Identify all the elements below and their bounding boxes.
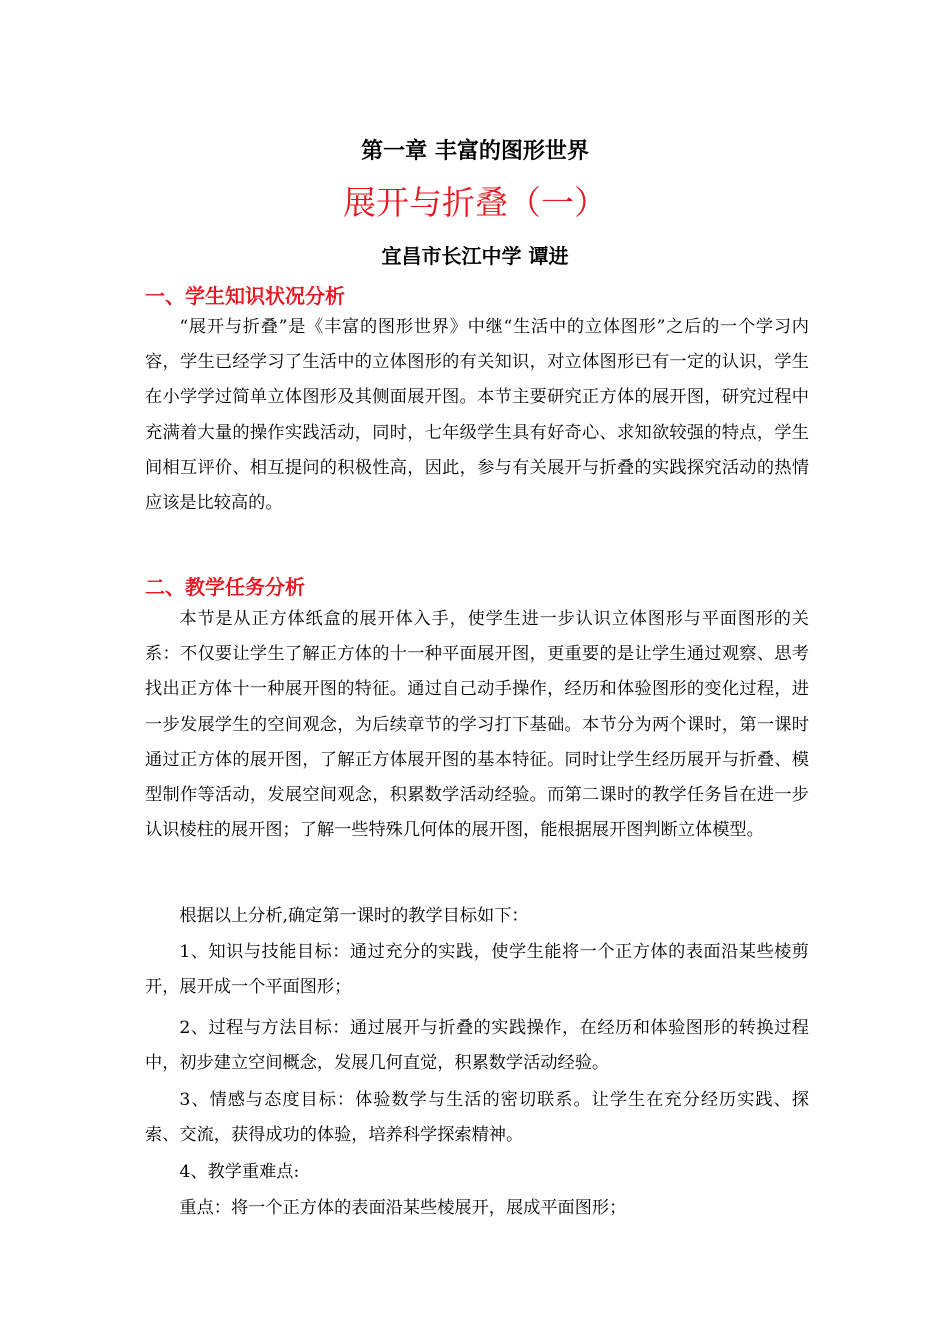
- goal-process-method: 2、过程与方法目标：通过展开与折叠的实践操作，在经历和体验图形的转换过程中，初步建立空间概念，发展几何直觉，积累数学活动经验。: [145, 1018, 809, 1074]
- section1-heading: 一、学生知识状况分析: [145, 284, 345, 308]
- lesson-title: 展开与折叠（一）: [343, 183, 607, 222]
- key-point-line: 重点：将一个正方体的表面沿某些棱展开，展成平面图形；: [179, 1198, 627, 1218]
- goal-emotion-attitude: 3、情感与态度目标：体验数学与生活的密切联系。让学生在充分经历实践、探索、交流，获得成功的体验，培养科学探索精神。: [145, 1090, 809, 1146]
- section1-paragraph: “展开与折叠”是《丰富的图形世界》中继“生活中的立体图形”之后的一个学习内容，学生已经学习了生活中的立体图形的有关知识，对立体图形已有一定的认识，学生在小学学过简单立体图形及其侧面展开图。本节主要研究正方体的展开图，研究过程中充满着大量的操作实践活动，同时，七年级学生具有好奇心、求知欲较强的特点，学生间相互评价、相互提问的积极性高，因此，参与有关展开与折叠的实践探究活动的热情应该是比较高的。: [145, 317, 809, 514]
- goal-key-difficult-points: 4、教学重难点:: [179, 1162, 300, 1182]
- section2-paragraph2: 根据以上分析,确定第一课时的教学目标如下：: [179, 906, 529, 926]
- author-line: 宜昌市长江中学 谭进: [381, 244, 569, 268]
- chapter-title: 第一章 丰富的图形世界: [361, 139, 589, 164]
- goal-knowledge-skills: 1、知识与技能目标：通过充分的实践，使学生能将一个正方体的表面沿某些棱剪开，展开成一个平面图形；: [145, 942, 809, 998]
- section2-paragraph1: 本节是从正方体纸盒的展开体入手，使学生进一步认识立体图形与平面图形的关系：不仅要让学生了解正方体的十一种平面展开图，更重要的是让学生通过观察、思考找出正方体十一种展开图的特征。通过自己动手操作，经历和体验图形的变化过程，进一步发展学生的空间观念，为后续章节的学习打下基础。本节分为两个课时，第一课时通过正方体的展开图，了解正方体展开图的基本特征。同时让学生经历展开与折叠、模型制作等活动，发展空间观念，积累数学活动经验。而第二课时的教学任务旨在进一步认识棱柱的展开图；了解一些特殊几何体的展开图，能根据展开图判断立体模型。: [145, 609, 809, 841]
- section2-heading: 二、教学任务分析: [145, 575, 305, 599]
